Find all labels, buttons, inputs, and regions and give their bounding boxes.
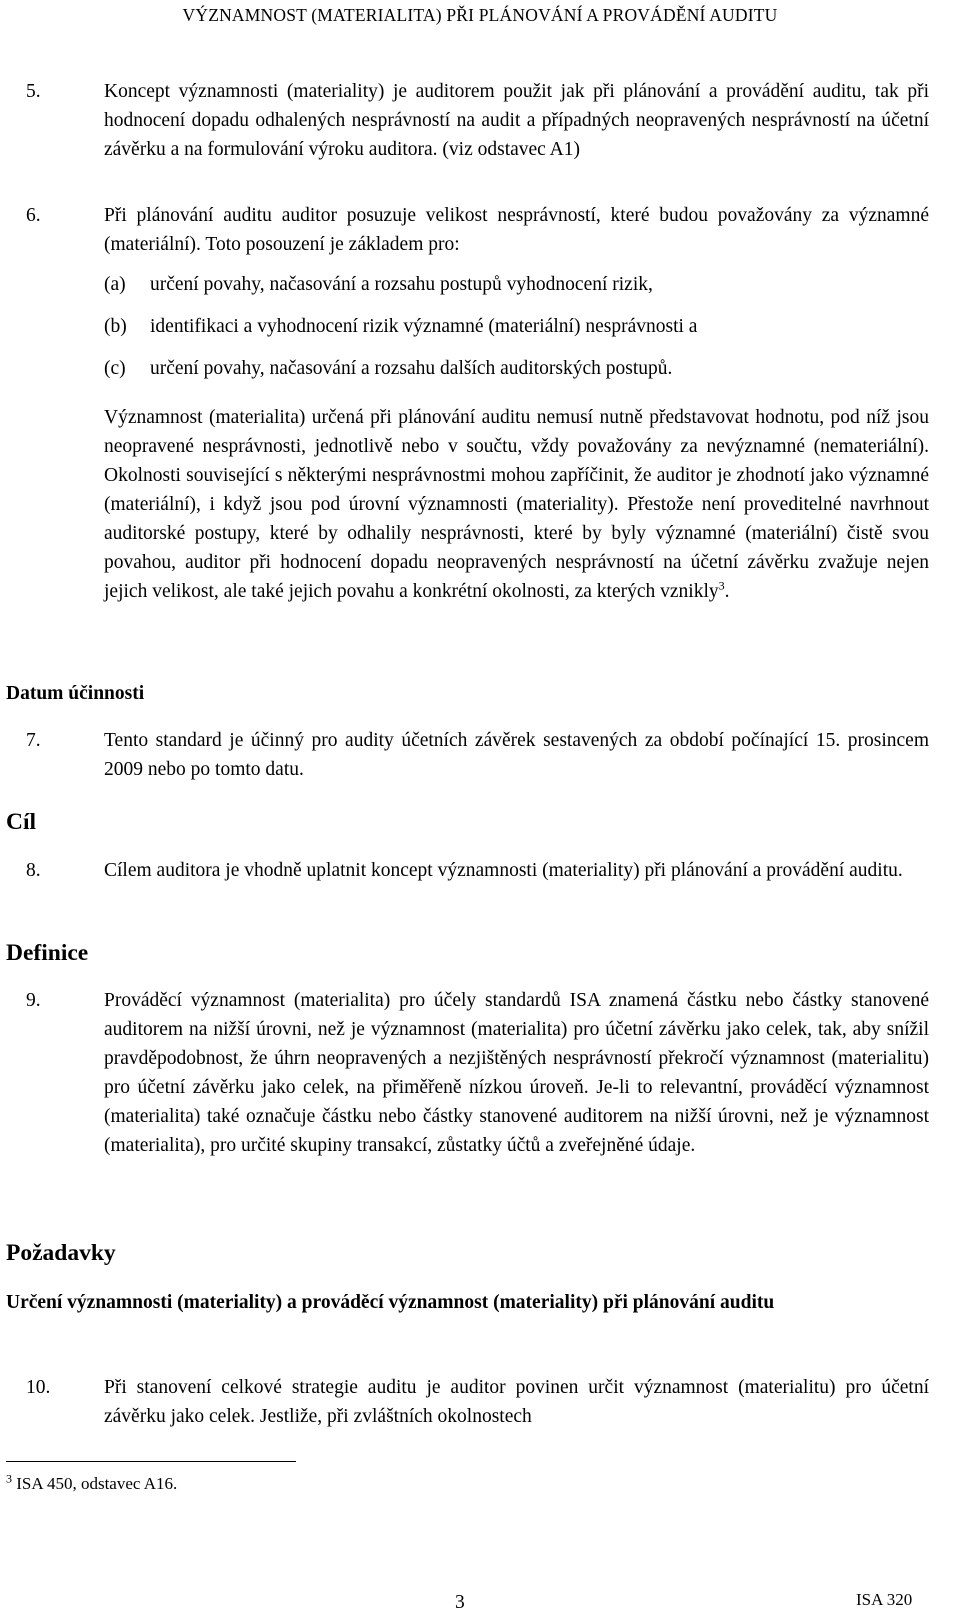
running-header: VÝZNAMNOST (MATERIALITA) PŘI PLÁNOVÁNÍ A PROVÁDĚNÍ AUDITU xyxy=(182,5,778,25)
paragraph-number: 6. xyxy=(26,205,41,226)
paragraph-text: Koncept významnosti (materiality) je auditorem použit jak při plánování a provádění auditu, tak při hodnocení dopadu odhalených nesprávností na audit a případných neopravených nesprávností na účetní závěrku a na formulování výroku auditora. (viz odstavec A1) xyxy=(104,81,929,160)
paragraph-number: 7. xyxy=(26,730,41,751)
footnote-separator xyxy=(6,1461,296,1462)
list-item-label: (c) xyxy=(104,358,126,379)
heading-objective: Cíl xyxy=(6,809,37,835)
list-item-label: (a) xyxy=(104,274,126,295)
heading-effective-date: Datum účinnosti xyxy=(6,683,145,704)
paragraph-number: 8. xyxy=(26,860,41,881)
paragraph-number: 5. xyxy=(26,81,41,102)
footnote-reference[interactable]: 3 xyxy=(718,578,725,593)
sentence-end: . xyxy=(724,581,730,602)
heading-requirements: Požadavky xyxy=(6,1240,116,1266)
continuation-text: Významnost (materialita) určená při plánování auditu nemusí nutně představovat hodnotu, pod níž jsou neopravené nesprávnosti, jednotlivě nebo v součtu, vždy považovány za nevýznamné (nemateriální). Okolnosti související s některými nesprávnostmi mohou zapříčinit, že auditor je zhodnotí jako významné (materiální), i když jsou pod úrovní významnosti (materiality). Přestože není proveditelné navrhnout auditorské postupy, které by odhalily nesprávnosti, které by byly významné (materiální) čistě svou povahou, auditor při hodnocení dopadu neopravených nesprávností na účetní závěrku zvažuje nejen jejich velikost, ale také jejich povahu a konkrétní okolnosti, za kterých vznikly xyxy=(104,407,929,602)
list-item-text: určení povahy, načasování a rozsahu postupů vyhodnocení rizik, xyxy=(150,274,653,295)
footnote-number: 3 xyxy=(6,1471,12,1486)
footnote xyxy=(6,1472,177,1496)
paragraph-text: Prováděcí významnost (materialita) pro účely standardů ISA znamená částku nebo částky stanovené auditorem na nižší úrovni, než je významnost (materialita) pro účetní závěrku jako celek, tak, aby snížil pravděpodobnost, že úhrn neopravených a nezjištěných nesprávností překročí významnost (materialitu) pro účetní závěrku jako celek, na přiměřeně nízkou úroveň. Je-li to relevantní, prováděcí významnost (materialita) také označuje částku nebo částky stanovené auditorem na nižší úrovni, než je významnost (materialita), pro určité skupiny transakcí, zůstatky účtů a zveřejněné údaje. xyxy=(104,990,929,1156)
subheading-requirements: Určení významnosti (materiality) a prováděcí významnost (materiality) při plánování auditu xyxy=(6,1292,775,1313)
paragraph-text: Při plánování auditu auditor posuzuje velikost nesprávností, které budou považovány za významné (materiální). Toto posouzení je základem pro: xyxy=(104,205,929,255)
list-item-text: určení povahy, načasování a rozsahu dalších auditorských postupů. xyxy=(150,358,673,379)
paragraph-text: Tento standard je účinný pro audity účetních závěrek sestavených za období počínající 15. prosincem 2009 nebo po tomto datu. xyxy=(104,730,929,780)
list-item-text: identifikaci a vyhodnocení rizik významné (materiální) nesprávnosti a xyxy=(150,316,698,337)
paragraph-text: Při stanovení celkové strategie auditu je auditor povinen určit významnost (materialitu) pro účetní závěrku jako celek. Jestliže, při zvláštních okolnostech xyxy=(104,1377,929,1427)
heading-definitions: Definice xyxy=(6,940,89,966)
paragraph-number: 10. xyxy=(26,1377,51,1398)
standard-code: ISA 320 xyxy=(856,1590,913,1609)
list-item-label: (b) xyxy=(104,316,127,337)
paragraph-number: 9. xyxy=(26,990,41,1011)
paragraph-6-continuation xyxy=(104,403,929,606)
page-number: 3 xyxy=(455,1592,465,1613)
footnote-text: ISA 450, odstavec A16. xyxy=(16,1474,178,1493)
paragraph-text: Cílem auditora je vhodně uplatnit koncept významnosti (materiality) při plánování a provádění auditu. xyxy=(104,860,903,881)
